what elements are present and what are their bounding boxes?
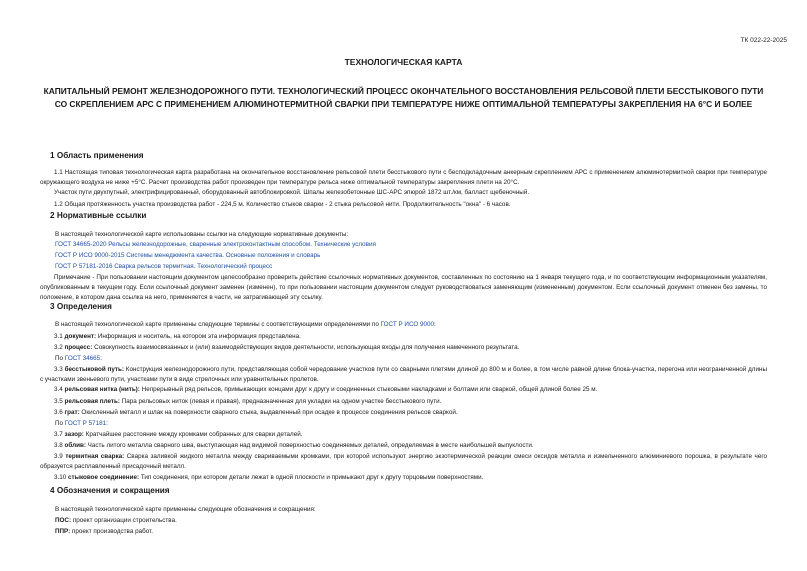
section-1-heading: 1 Область применения [50,151,144,160]
definition-3-3: 3.3 бесстыковой путь: Конструкция железнодорожного пути, представляющая собой чередование участков пути со сварными плетями длиной до 800 м и более, в том числе равной длине блока-участка, перегона или неограниченной длины с участками звеньевого пути, участками пути в виде стрелочных или уравнительных пролетов. [40,366,767,383]
definition-3-10: 3.10 стыковое соединение: Тип соединения, при котором детали лежат в одной плоскости и примыкают друг к другу торцовыми поверхностями. [54,474,484,481]
definition-3-7: 3.7 зазор: Кратчайшее расстояние между кромками собранных для сварки деталей. [54,431,303,438]
definition-3-4: 3.4 рельсовая нитка (нить): Непрерывный ряд рельсов, примыкающих концами друг к другу и соединенных стыковыми накладками и болтами или сваркой, общей длиной более 25 м. [54,386,598,393]
section-4-heading: 4 Обозначения и сокращения [50,486,170,495]
gost-iso-9000-link[interactable]: ГОСТ Р ИСО 9000 [380,321,435,328]
reference-link[interactable]: ГОСТ Р ИСО 9000-2015 Системы менеджмента качества. Основные положения и словарь [55,252,321,259]
definition-3-2: 3.2 процесс: Совокупность взаимосвязанных и (или) взаимодействующих видов деятельности, использующая входы для получения намеченного результата. [54,344,520,351]
document-type: ТЕХНОЛОГИЧЕСКАЯ КАРТА [344,57,463,67]
reference-link[interactable]: ГОСТ 34665-2020 Рельсы железнодорожные, сваренные электроконтактным способом. Технические условия [55,241,376,248]
section-2-heading: 2 Нормативные ссылки [50,211,147,220]
document-title: КАПИТАЛЬНЫЙ РЕМОНТ ЖЕЛЕЗНОДОРОЖНОГО ПУТИ. ТЕХНОЛОГИЧЕСКИЙ ПРОЦЕСС ОКОНЧАТЕЛЬНОГО ВОССТАНОВЛЕНИЯ РЕЛЬСОВОЙ ПЛЕТИ БЕССТЫКОВОГО ПУТИ СО СКРЕПЛЕНИЕМ АРС С ПРИМЕНЕНИЕМ АЛЮМИНОТЕРМИТНОЙ СВАРКИ ПРИ ТЕМПЕРАТУРЕ НИЖЕ ОПТИМАЛЬНОЙ ТЕМПЕРАТУРЫ ЗАКРЕПЛЕНИЯ НА 6°С И БОЛЕЕ [43,86,764,109]
references-intro: В настоящей технологической карте использованы ссылки на следующие нормативные документы: [55,231,349,238]
source-gost-34665: По ГОСТ 34665: [55,355,102,362]
definitions-intro: В настоящей технологической карте применены следующие термины с соответствующими определениями по ГОСТ Р ИСО 9000: [55,321,436,328]
section-3-heading: 3 Определения [50,302,112,311]
gost-57181-link[interactable]: ГОСТ Р 57181 [64,420,107,427]
references-note: Примечание - При пользовании настоящим документом целесообразно проверить действие ссылочных нормативных документов, составленных по состоянию на 1 января текущего года, и по соответствующим информационным указателям, опубликованным в текущем году. Если ссылочный документ заменен (изменен), то при пользовании настоящим документом следует руководствоваться заменяющим (измененным) документом. Если ссылочный документ отменен без замены, то положение, в котором дана ссылка на него, применяется в части, не затрагивающей эту ссылку. [40,274,767,301]
definition-3-8: 3.8 облив: Часть литого металла сварного шва, выступающая над видимой поверхностью соединяемых деталей, определяемая в месте наибольшей выпуклости. [54,442,534,449]
reference-link[interactable]: ГОСТ Р 57181-2016 Сварка рельсов термитная. Технологический процесс [55,263,273,270]
definition-3-6: 3.6 грат: Окисленный металл и шлак на поверхности сварного стыка, выдавленный при осадке в процессе соединения рельсов сваркой. [54,409,458,416]
paragraph-1-1: 1.1 Настоящая типовая технологическая карта разработана на окончательное восстановление рельсовой плети бесстыкового пути с бесподкладочным анкерным скреплением АРС с применением алюминотермитной сварки при температуре окружающего воздуха не ниже +5°С. Расчет производства работ произведен при температуре рельса ниже оптимальной температуры закрепления плети на 20°С. [40,169,767,186]
definition-3-1: 3.1 документ: Информация и носитель, на котором эта информация представлена. [54,333,301,340]
abbreviation-pos: ПОС: проект организации строительства. [55,517,177,524]
paragraph-1-2: 1.2 Общая протяженность участка производства работ - 224,5 м. Количество стыков сварки - 2 стыка рельсовой нити. Продолжительность "окна" - 6 часов. [54,201,511,208]
abbreviations-intro: В настоящей технологической карте применены следующие обозначения и сокращения: [55,506,316,513]
paragraph-1-1-site: Участок пути двухпутный, электрифицированный, оборудованный автоблокировкой. Шпалы железобетонные ШС-АРС эпюрой 1872 шт./км, балласт щебеночный. [54,189,530,196]
abbreviation-ppr: ППР: проект производства работ. [55,528,153,535]
definition-3-5: 3.5 рельсовая плеть: Пара рельсовых ниток (левая и правая), предназначенная для укладки на одном участке бесстыкового пути. [54,398,442,405]
definition-3-9: 3.9 термитная сварка: Сварка заливкой жидкого металла между свариваемыми кромками, при которой используют энергию экзотермической реакции смеси оксидов металла и измельченного алюминиевого порошка, в результате чего образуется расплавленный присадочный металл. [40,453,767,470]
source-gost-57181: По ГОСТ Р 57181: [55,420,108,427]
document-number: ТК 022-22-2025 [740,37,787,44]
gost-34665-link[interactable]: ГОСТ 34665 [64,355,101,362]
